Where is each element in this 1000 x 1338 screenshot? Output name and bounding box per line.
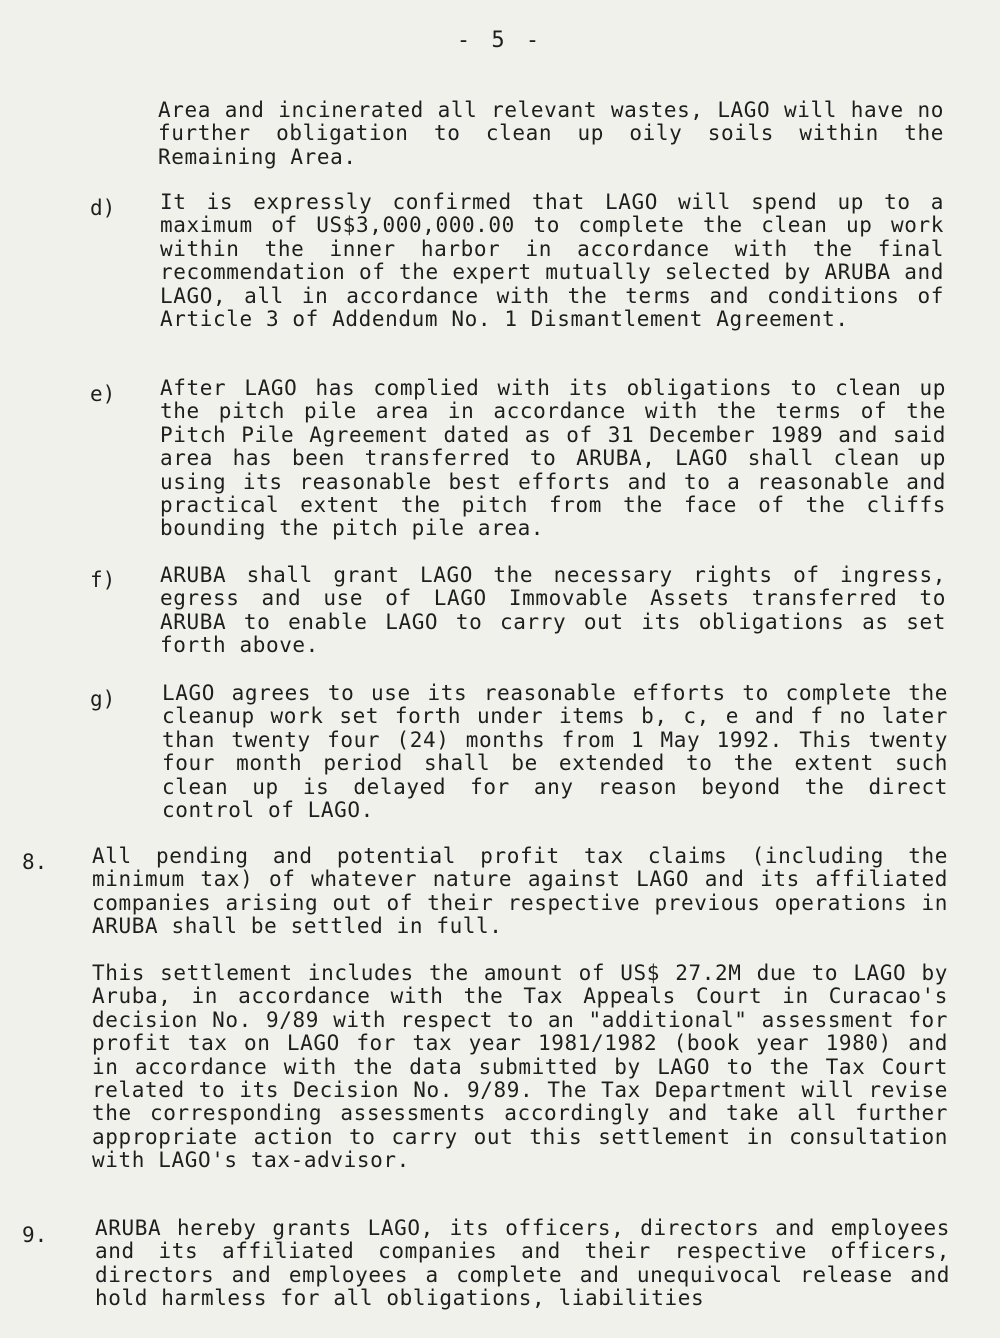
item-g-text: LAGO agrees to use its reasonable efforts to complete the cleanup work set forth under items b, c, e and f no later than twenty four (24) months from 1 May 1992. This twenty four month period shall be extended to the extent such clean up is delayed for any reason beyond the direct control of LAGO.: [162, 681, 948, 823]
item-c-continuation: Area and incinerated all relevant wastes, LAGO will have no further obligation to clean up oily soils within the Remaining Area.: [158, 98, 944, 169]
item-e-marker: e): [90, 382, 116, 406]
item-f-marker: f): [90, 568, 116, 592]
page-number: - 5 -: [456, 28, 544, 53]
section-9-text: ARUBA hereby grants LAGO, its officers, directors and employees and its affiliated companies and their respective officers, directors and employees a complete and unequivocal release and hold harmless for all obligations, liabilities: [95, 1216, 950, 1311]
item-e-text: After LAGO has complied with its obligations to clean up the pitch pile area in accordance with the terms of the Pitch Pile Agreement dated as of 31 December 1989 and said area has been transferred to ARUBA, LAGO shall clean up using its reasonable best efforts and to a reasonable and practical extent the pitch from the face of the cliffs bounding the pitch pile area.: [160, 376, 946, 541]
item-d-marker: d): [90, 196, 116, 220]
section-9-marker: 9.: [22, 1223, 48, 1247]
item-f-text: ARUBA shall grant LAGO the necessary rights of ingress, egress and use of LAGO Immovable Assets transferred to ARUBA to enable LAGO to carry out its obligations as set forth above.: [160, 563, 946, 658]
section-8-marker: 8.: [22, 850, 48, 874]
item-d-text: It is expressly confirmed that LAGO will spend up to a maximum of US$3,000,000.00 to complete the clean up work within the inner harbor in accordance with the final recommendation of the expert mutually selected by ARUBA and LAGO, all in accordance with the terms and conditions of Article 3 of Addendum No. 1 Dismantlement Agreement.: [160, 190, 944, 332]
section-8-text: All pending and potential profit tax claims (including the minimum tax) of whatever nature against LAGO and its affiliated companies arising out of their respective previous operations in ARUBA shall be settled in full.: [92, 844, 948, 939]
section-8-settlement-text: This settlement includes the amount of US$ 27.2M due to LAGO by Aruba, in accordance with the Tax Appeals Court in Curacao's decision No. 9/89 with respect to an "additional" assessment for profit tax on LAGO for tax year 1981/1982 (book year 1980) and in accordance with the data submitted by LAGO to the Tax Court related to its Decision No. 9/89. The Tax Department will revise the corresponding assessments accordingly and take all further appropriate action to carry out this settlement in consultation with LAGO's tax-advisor.: [92, 961, 948, 1173]
item-g-marker: g): [90, 687, 116, 711]
